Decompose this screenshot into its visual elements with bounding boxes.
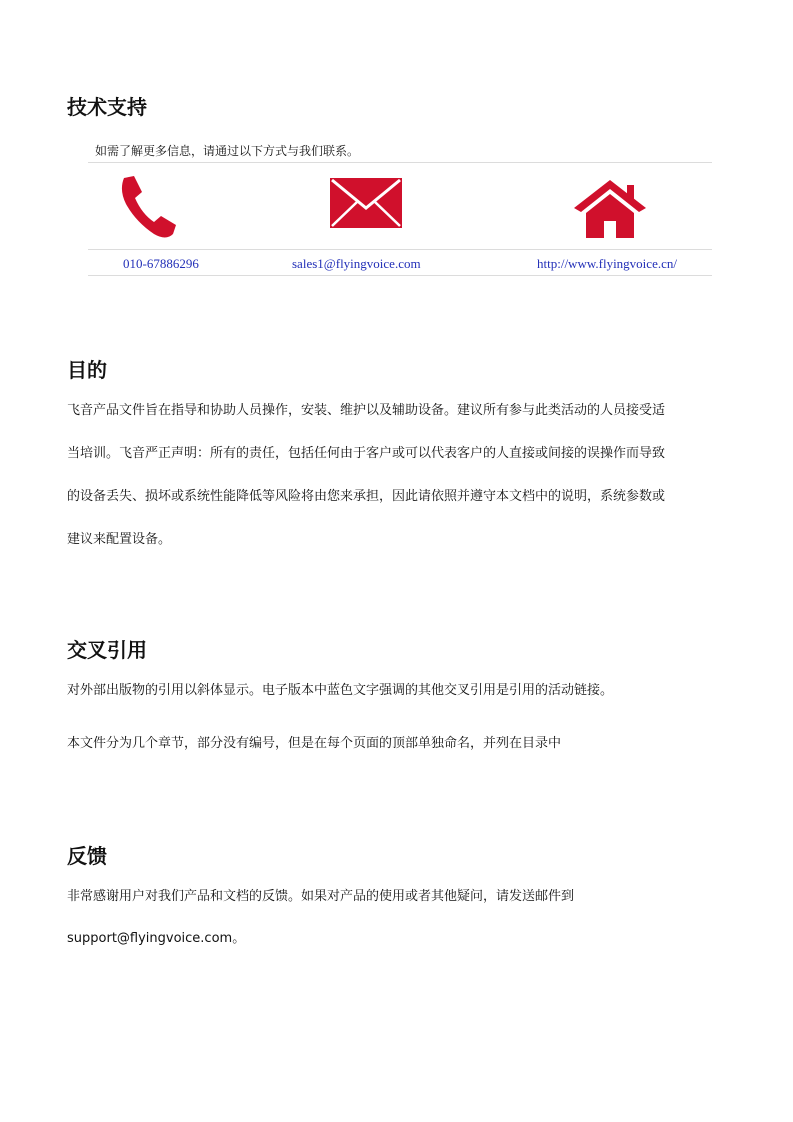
cross-reference-heading: 交叉引用 — [67, 638, 147, 662]
contact-intro: 如需了解更多信息，请通过以下方式与我们联系。 — [95, 144, 360, 158]
phone-number-link[interactable]: 010-67886296 — [123, 256, 199, 271]
purpose-line: 的设备丢失、损坏或系统性能降低等风险将由您来承担，因此请依照并遵守本文档中的说明，系统参数或 — [67, 489, 666, 504]
purpose-paragraph — [67, 389, 723, 561]
phone-icon — [116, 174, 178, 244]
purpose-line: 当培训。飞音严正声明：所有的责任，包括任何由于客户或可以代表客户的人直接或间接的误操作而导致 — [67, 446, 666, 461]
sales-email-link[interactable]: sales1@flyingvoice.com — [292, 256, 421, 271]
table-rule-top — [88, 162, 712, 163]
purpose-line: 建议来配置设备。 — [67, 532, 172, 547]
purpose-line: 飞音产品文件旨在指导和协助人员操作，安装、维护以及辅助设备。建议所有参与此类活动的人员接受适 — [67, 403, 666, 418]
website-link[interactable]: http://www.flyingvoice.cn/ — [537, 256, 677, 271]
feedback-paragraph-2: support@flyingvoice.com。 — [67, 931, 246, 946]
home-icon — [574, 174, 646, 244]
table-rule-middle — [88, 249, 712, 250]
cross-reference-paragraph-1: 对外部出版物的引用以斜体显示。电子版本中蓝色文字强调的其他交叉引用是引用的活动链接。 — [67, 683, 614, 698]
envelope-icon — [329, 174, 403, 244]
tech-support-heading: 技术支持 — [67, 95, 147, 119]
table-rule-bottom — [88, 275, 712, 276]
feedback-paragraph-1: 非常感谢用户对我们产品和文档的反馈。如果对产品的使用或者其他疑问，请发送邮件到 — [67, 889, 575, 904]
purpose-heading: 目的 — [67, 358, 107, 382]
cross-reference-paragraph-2: 本文件分为几个章节，部分没有编号，但是在每个页面的顶部单独命名，并列在目录中 — [67, 736, 562, 751]
feedback-heading: 反馈 — [67, 844, 107, 868]
